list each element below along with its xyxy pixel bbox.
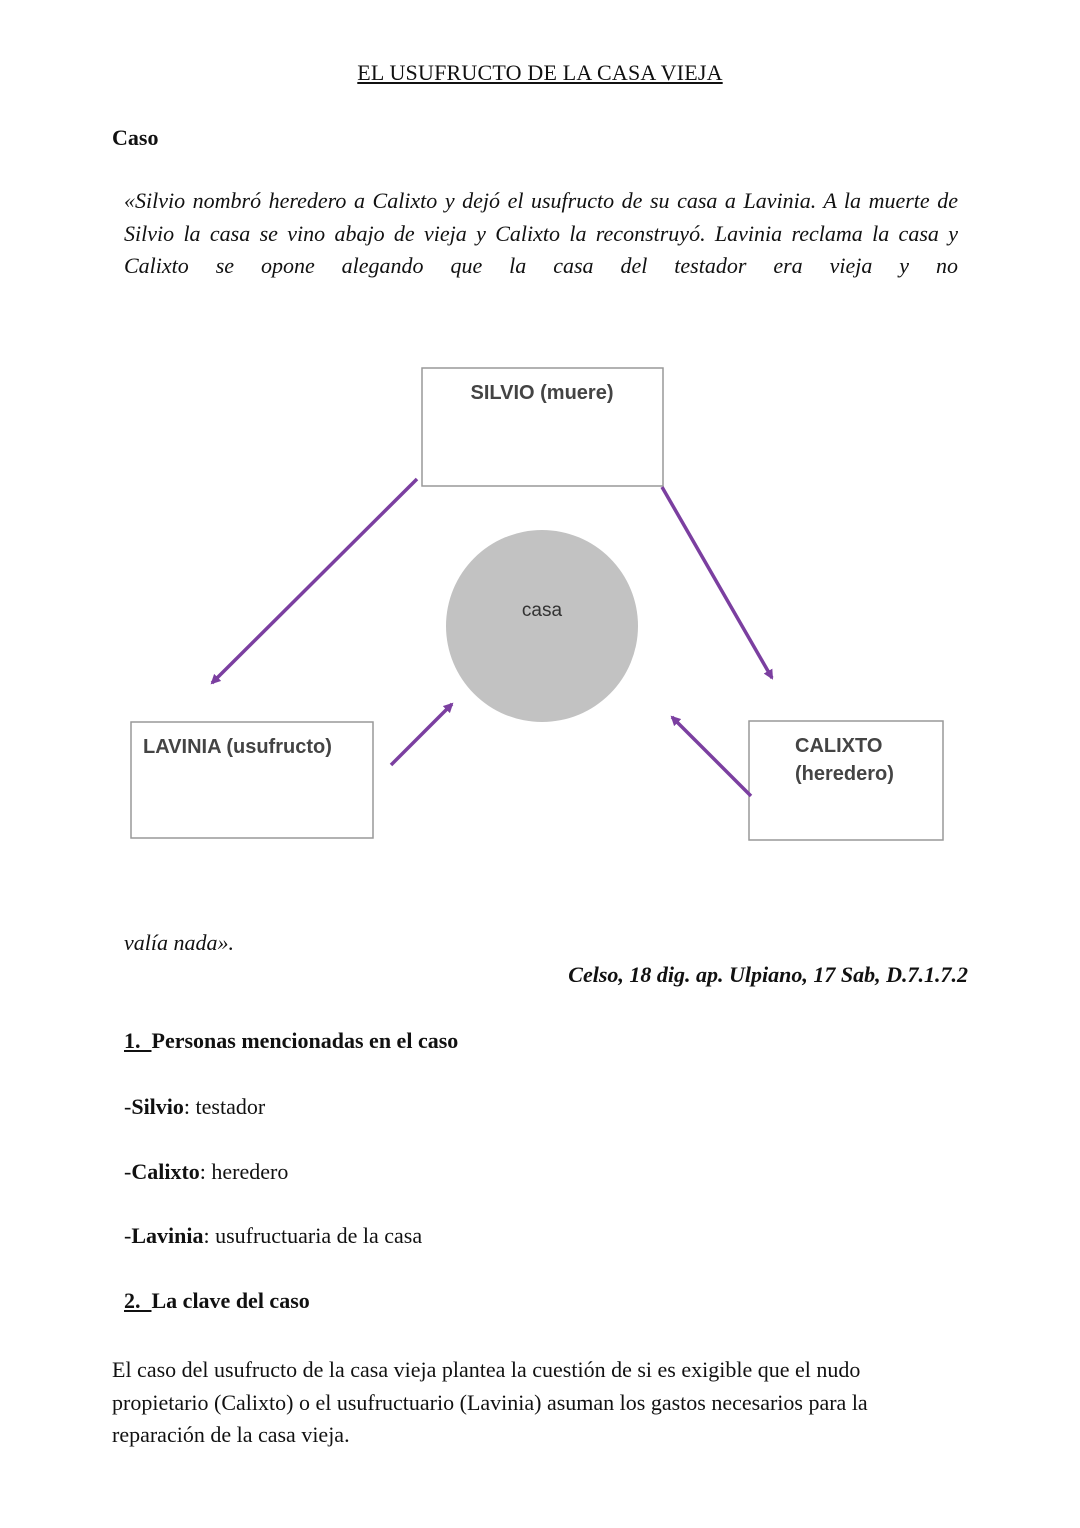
calixto-label-line1: CALIXTO (795, 735, 883, 757)
calixto-label-line2: (heredero) (795, 763, 894, 785)
person-name: Calixto (131, 1159, 200, 1184)
casa-label: casa (521, 600, 563, 621)
case-label: Caso (112, 125, 159, 150)
person-role: : testador (183, 1094, 266, 1119)
arrow-silvio-to-calixto (662, 487, 772, 678)
person-name: Silvio (131, 1094, 184, 1119)
case-quote: «Silvio nombró heredero a Calixto y dejó el usufructo de su casa a Lavinia. A la muerte de Silvio la casa se vino abajo de vieja y Calixto la reconstruyó. Lavinia reclama la casa y Calixto se opone alegando que la casa del testador era vieja y no (124, 188, 958, 278)
lavinia-label: LAVINIA (usufructo) (143, 736, 332, 758)
person-silvio: -Silvio: testador (124, 1094, 266, 1119)
section2-number: 2. (124, 1288, 152, 1313)
silvio-label: SILVIO (muere) (470, 382, 614, 404)
section2-title: La clave del caso (151, 1288, 310, 1313)
section1-heading (124, 1028, 458, 1054)
person-calixto: -Calixto: heredero (124, 1159, 289, 1184)
arrow-calixto-to-casa (672, 717, 751, 796)
section1-title: Personas mencionadas en el caso (151, 1028, 459, 1053)
case-citation: Celso, 18 dig. ap. Ulpiano, 17 Sab, D.7.1.7.2 (568, 962, 968, 987)
person-role: : heredero (199, 1159, 289, 1184)
section2-paragraph: El caso del usufructo de la casa vieja plantea la cuestión de si es exigible que el nudo propietario (Calixto) o el usufructuario (Lavinia) asuman los gastos necesarios para la reparación de la casa vieja. (112, 1357, 868, 1447)
person-lavinia: -Lavinia: usufructuaria de la casa (124, 1223, 423, 1248)
casa-circle (446, 530, 638, 722)
person-role: : usufructuaria de la casa (203, 1223, 423, 1248)
arrow-lavinia-to-casa (391, 704, 452, 765)
section1-number: 1. (124, 1028, 152, 1053)
case-quote-end: valía nada». (124, 930, 234, 955)
document-title: EL USUFRUCTO DE LA CASA VIEJA (357, 60, 723, 85)
section2-heading (124, 1288, 310, 1314)
person-name: Lavinia (131, 1223, 204, 1248)
arrow-silvio-to-lavinia (212, 479, 417, 683)
